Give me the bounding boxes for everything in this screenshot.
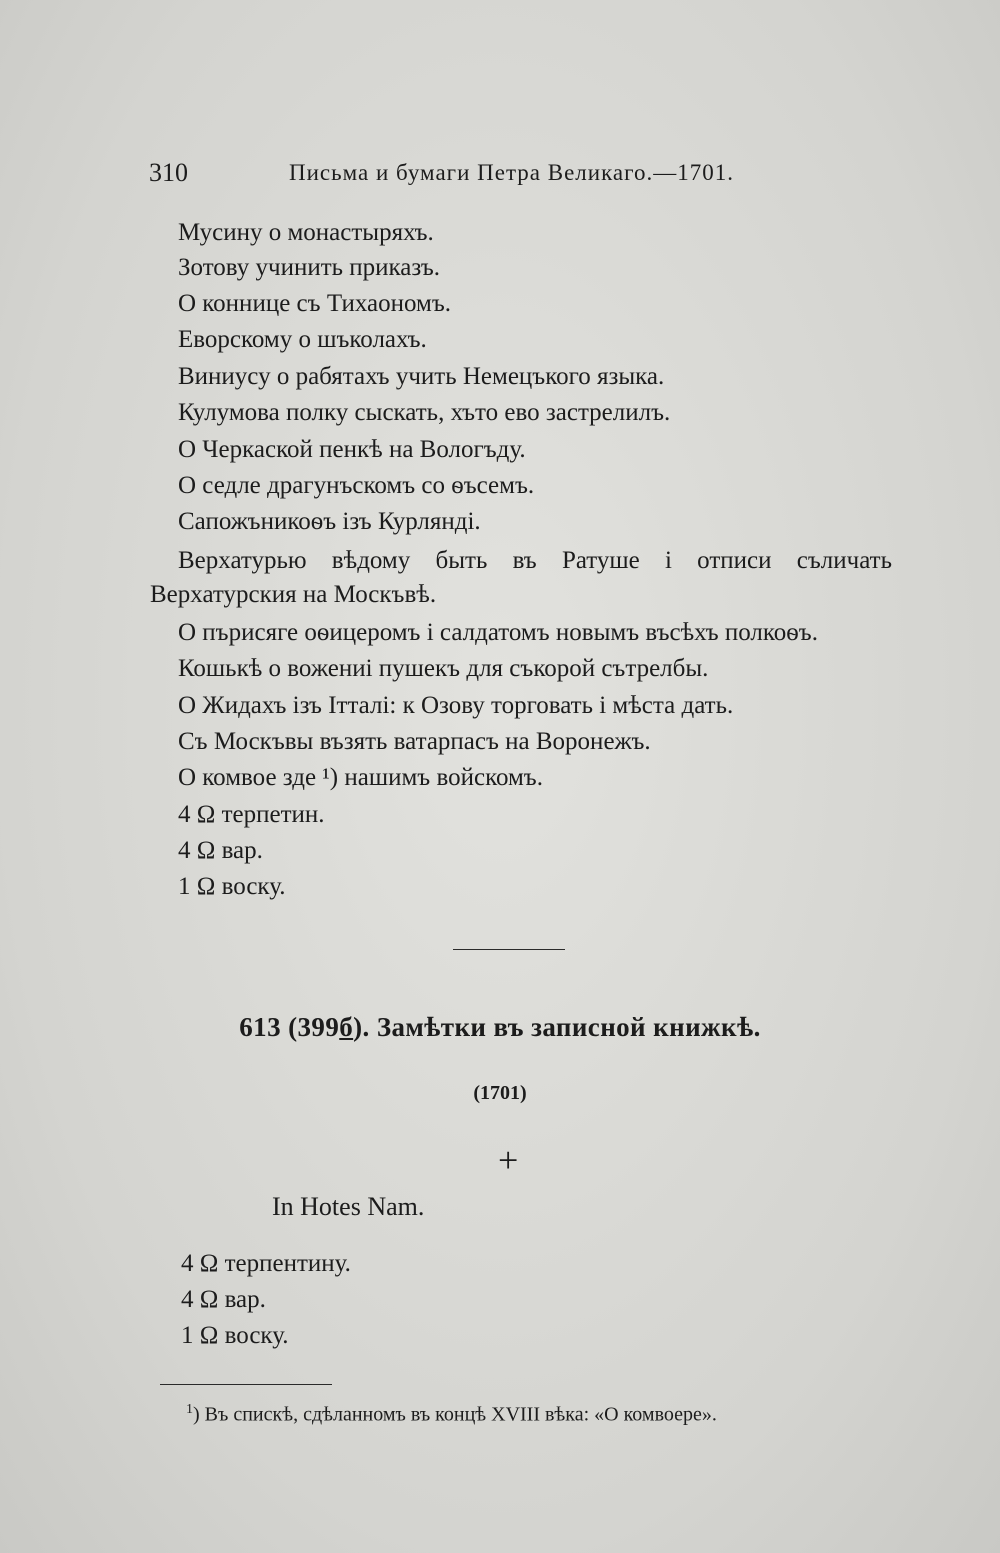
section-line: 4 Ω вар. [181, 1286, 266, 1313]
body-line: Мусину о монастыряхъ. [178, 219, 434, 246]
body-line: 1 Ω воску. [178, 873, 286, 900]
heading-prefix: 613 (399 [239, 1012, 340, 1042]
body-line: О Черкаской пенкѣ на Вологъду. [178, 436, 526, 463]
heading-suffix: ). Замѣтки въ записной книжкѣ. [353, 1012, 761, 1042]
body-line: 4 Ω вар. [178, 837, 263, 864]
body-line: Зотову учинить приказъ. [178, 254, 441, 281]
body-line: Сапожъникоѳъ iзъ Курляндi. [178, 508, 481, 535]
body-line: Верхатурския на Москъвѣ. [150, 581, 437, 608]
body-line: О Жидахъ iзъ Iтталi: к Озову торговать i мѣста дать. [178, 692, 734, 719]
body-line: О коннице съ Тихаономъ. [178, 290, 452, 317]
footnote [186, 1402, 717, 1427]
body-line: 4 Ω терпетин. [178, 801, 325, 828]
latin-invocation: In Hotes Nam. [272, 1192, 425, 1221]
body-line: О седле драгунъскомъ со ѳъсемъ. [178, 472, 535, 499]
body-line: О комвое зде ¹) нашимъ войскомъ. [178, 764, 543, 791]
section-divider [453, 949, 565, 950]
body-line: О пърисяге оѳицеромъ i салдатомъ новымъ въсѣхъ полкоѳъ. [178, 619, 818, 646]
section-line: 4 Ω терпентину. [181, 1250, 351, 1277]
body-line: Съ Москъвы възять ватарпасъ на Воронежъ. [178, 728, 651, 755]
section-heading [0, 1012, 1000, 1043]
heading-subscript: б [339, 1012, 354, 1042]
section-year: (1701) [473, 1082, 527, 1104]
page-number: 310 [149, 158, 188, 187]
section-line: 1 Ω воску. [181, 1322, 289, 1349]
body-line: Кошькѣ о вожениi пушекъ для съкорой сътрелбы. [178, 655, 709, 682]
footnote-rule [160, 1384, 332, 1385]
running-title: Письма и бумаги Петра Великаго.—1701. [289, 160, 734, 185]
body-line: Кулумова полку сыскать, хъто ево застрелилъ. [178, 399, 671, 426]
body-line: Еворскому о шъколахъ. [178, 326, 427, 353]
body-line: Виниусу о рабятахъ учить Немецъкого языка. [178, 363, 665, 390]
footnote-text: ) Въ спискѣ, сдѣланномъ въ концѣ XVIII вѣка: «О комвоере». [193, 1403, 717, 1426]
footnote-marker: 1 [186, 1402, 193, 1417]
cross-mark: + [498, 1140, 519, 1180]
body-line: Верхатурью вѣдому быть въ Ратуше i отписи съличать [178, 547, 892, 574]
